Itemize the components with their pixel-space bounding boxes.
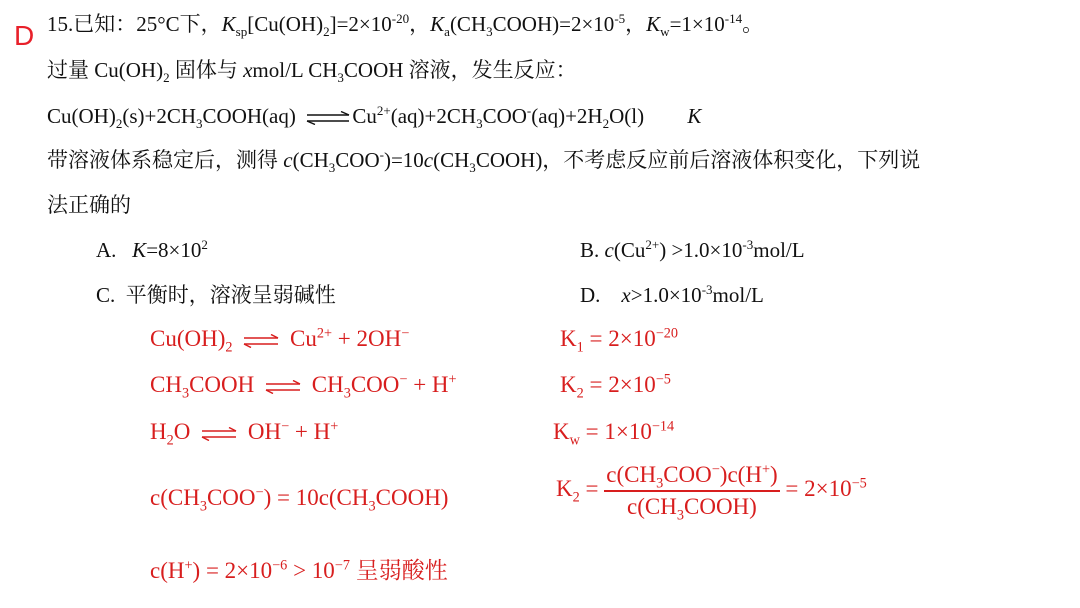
- line-2-part-c: mol/L CH: [252, 58, 338, 82]
- answer-mark: D: [14, 20, 35, 51]
- kw-value: =1×10: [669, 12, 725, 36]
- option-b-sup-2: -3: [742, 237, 754, 252]
- sol-k2-sub: 2: [576, 385, 584, 402]
- solution-k2-fraction: [556, 461, 867, 524]
- ksp-value: ]=2×10: [329, 12, 392, 36]
- sol-4-a-sub2: 3: [368, 498, 376, 515]
- separator-2: ，: [625, 12, 647, 36]
- sol-k2b-sub: 2: [572, 489, 580, 506]
- question-number: 15.: [47, 12, 74, 36]
- ka-symbol: K: [430, 12, 445, 36]
- question-line-5: 法正确的: [47, 193, 131, 217]
- ka-expression-2: COOH)=2×10: [492, 12, 615, 36]
- sol-k2b-result-sup: −5: [851, 475, 867, 492]
- product-part-1: Cu: [352, 104, 377, 128]
- product-part-5: O(l): [609, 104, 645, 128]
- solution-reaction-1: [150, 325, 410, 356]
- sol-kw-sub: w: [569, 432, 580, 449]
- sol-3-left-sub: 2: [166, 432, 174, 449]
- sol-2-right-sup: −: [399, 371, 408, 388]
- sol-5-a3: > 10: [287, 558, 335, 583]
- option-b-text-3: mol/L: [753, 238, 805, 262]
- ka-subscript: a: [444, 24, 450, 40]
- product-part-4: (aq)+2H: [531, 104, 603, 128]
- product-part-2: (aq)+2CH: [390, 104, 477, 128]
- variable-x: x: [243, 58, 253, 82]
- sol-k2b-symbol: K: [556, 476, 573, 502]
- line-4-part-a: 带溶液体系稳定后，测得: [47, 148, 284, 172]
- sol-4-a4: COOH): [375, 485, 449, 510]
- product-sup-1: 2+: [376, 103, 391, 118]
- fraction-bar: [604, 490, 779, 492]
- option-d-text-2: mol/L: [712, 283, 764, 307]
- product-sub-1: 3: [476, 116, 483, 132]
- solution-k1: [560, 325, 678, 356]
- question-line-2: [47, 58, 577, 86]
- sol-kw-symbol: K: [553, 419, 570, 444]
- line-4-sub-b: 3: [328, 160, 336, 176]
- option-c-letter: C.: [96, 283, 116, 307]
- sol-1-right: Cu: [290, 326, 317, 351]
- ksp-subscript-2: 2: [323, 24, 330, 40]
- reactant-sub-1: 2: [115, 116, 123, 132]
- option-b-text: (Cu: [613, 238, 646, 262]
- sol-3-right-sup-2: +: [330, 418, 339, 435]
- line-2-sub-c: 3: [337, 70, 344, 86]
- line-4-part-b5: COOH)，不考虑反应前后溶液体积变化，下列说: [475, 148, 921, 172]
- option-b-sup: 2+: [645, 237, 660, 252]
- option-a-letter: A.: [96, 238, 117, 262]
- ka-expression: (CH: [449, 12, 487, 36]
- product-sup-2: -: [526, 103, 532, 118]
- equilibrium-arrow-icon: [200, 427, 238, 441]
- sol-4-a2: COO: [206, 485, 256, 510]
- option-d-text: >1.0×10: [630, 283, 702, 307]
- sol-5-a-sup2: −6: [272, 557, 288, 574]
- option-a[interactable]: [96, 237, 208, 262]
- reactant-part-1: Cu(OH): [47, 104, 116, 128]
- sol-1-right-2: + 2OH: [332, 326, 402, 351]
- sol-4-a3: ) = 10c(CH: [263, 485, 369, 510]
- ka-exponent: -5: [614, 11, 626, 26]
- sol-k1-sub: 1: [576, 339, 584, 356]
- fraction-numerator: $c(CH_3COO^-)c(H^+)$: [606, 461, 778, 492]
- sol-5-a-sup: +: [184, 557, 193, 574]
- kw-subscript: w: [660, 24, 670, 40]
- question-line-1: [47, 11, 764, 40]
- sol-2-right-sup-2: +: [448, 371, 457, 388]
- line-4-part-b2: COO: [335, 148, 380, 172]
- sol-k2b-eq: =: [579, 476, 605, 502]
- sol-4-a-sub: 3: [199, 498, 207, 515]
- line-4-part-b: (CH: [292, 148, 329, 172]
- solution-k2: [560, 371, 671, 402]
- sol-5-a4: 呈弱酸性: [349, 558, 448, 583]
- equilibrium-arrow-icon: [264, 380, 302, 394]
- line-2-part-b: 固体与: [169, 58, 244, 82]
- sol-k1-value: = 2×10: [583, 326, 656, 351]
- ksp-symbol: K: [221, 12, 236, 36]
- sol-1-right-sup: 2+: [316, 325, 333, 342]
- line-4-sub-b4: 3: [469, 160, 476, 176]
- solution-concentration-relation: [150, 484, 449, 515]
- sol-2-right-2: COO: [350, 372, 400, 397]
- fraction-denominator: $c(CH_3COOH)$: [627, 493, 757, 524]
- ksp-exponent: -20: [391, 11, 410, 26]
- kw-exponent: -14: [724, 11, 743, 26]
- line-2-sub-a: 2: [163, 70, 170, 86]
- sol-2-left: CH: [150, 372, 182, 397]
- sol-3-right: OH: [247, 419, 282, 444]
- reactant-part-3: COOH(aq): [202, 104, 296, 128]
- option-b-text-2: ) >1.0×10: [659, 238, 743, 262]
- sol-k2-sup: −5: [655, 371, 671, 388]
- sol-k2-symbol: K: [560, 372, 577, 397]
- equilibrium-arrow-icon: [242, 334, 280, 348]
- separator-1: ，: [409, 12, 431, 36]
- option-d-letter: D.: [580, 283, 601, 307]
- sol-4-a: c(CH: [150, 485, 200, 510]
- k2-fraction: [604, 461, 779, 524]
- sol-kw-sup: −14: [651, 418, 675, 435]
- kw-symbol: K: [646, 12, 661, 36]
- option-b-letter: B.: [580, 238, 600, 262]
- sol-5-a: c(H: [150, 558, 185, 583]
- product-sub-2: 2: [602, 116, 610, 132]
- solution-reaction-3: [150, 418, 339, 449]
- option-b-c: c: [604, 238, 614, 262]
- option-a-text: =8×10: [146, 238, 202, 262]
- sol-k2-value: = 2×10: [583, 372, 656, 397]
- line-4-part-b3: )=10: [383, 148, 424, 172]
- line-1-end: 。: [742, 12, 764, 36]
- product-part-3: COO: [482, 104, 527, 128]
- option-a-sup: 2: [201, 237, 208, 252]
- reaction-equation: [47, 103, 702, 132]
- sol-1-left-sub: 2: [225, 339, 233, 356]
- reactant-part-2: (s)+2CH: [122, 104, 197, 128]
- equilibrium-constant-k: K: [687, 104, 702, 128]
- sol-3-left-2: O: [173, 419, 191, 444]
- line-2-part-a: 过量 Cu(OH): [47, 58, 164, 82]
- sol-2-right: CH: [311, 372, 344, 397]
- sol-4-a-sup: −: [255, 484, 264, 501]
- option-c-text: 平衡时，溶液呈弱碱性: [125, 283, 336, 307]
- option-c[interactable]: [96, 285, 336, 306]
- sol-2-right-3: + H: [407, 372, 449, 397]
- solution-reaction-2: [150, 371, 457, 402]
- concentration-c-2: c: [423, 148, 434, 172]
- ka-subscript-2: 3: [486, 24, 493, 40]
- option-d-x: x: [621, 283, 631, 307]
- sol-k2b-result: = 2×10: [785, 476, 852, 502]
- line-2-part-d: COOH 溶液，发生反应：: [343, 58, 577, 82]
- option-d[interactable]: [580, 282, 764, 307]
- sol-1-right-sup-2: −: [401, 325, 410, 342]
- sol-3-right-sup: −: [281, 418, 290, 435]
- option-b[interactable]: [580, 237, 805, 262]
- sol-2-left-sub: 3: [181, 385, 190, 402]
- option-a-k: K: [132, 238, 147, 262]
- sol-k1-sup: −20: [655, 325, 678, 342]
- concentration-c-1: c: [283, 148, 293, 172]
- sol-3-left: H: [150, 419, 167, 444]
- sol-3-right-2: + H: [289, 419, 331, 444]
- line-4-part-b4: (CH: [433, 148, 470, 172]
- known-label: 已知：25°C下，: [73, 12, 222, 36]
- sol-1-left: Cu(OH): [150, 326, 226, 351]
- sol-5-a2: ) = 2×10: [192, 558, 273, 583]
- ksp-subscript: sp: [235, 24, 248, 40]
- sol-2-right-sub: 3: [343, 385, 351, 402]
- option-d-sup: -3: [701, 282, 713, 297]
- solution-conclusion: [150, 552, 448, 585]
- question-line-4: [47, 147, 921, 176]
- equilibrium-arrow-icon: [305, 111, 343, 125]
- sol-k1-symbol: K: [560, 326, 577, 351]
- sol-2-left-2: COOH: [189, 372, 255, 397]
- solution-kw: [553, 418, 675, 449]
- sol-5-a-sup3: −7: [334, 557, 350, 574]
- reactant-sub-2: 3: [196, 116, 203, 132]
- sol-kw-value: = 1×10: [579, 419, 652, 444]
- ksp-expression: [Cu(OH): [247, 12, 324, 36]
- line-4-sup-b: -: [379, 147, 384, 162]
